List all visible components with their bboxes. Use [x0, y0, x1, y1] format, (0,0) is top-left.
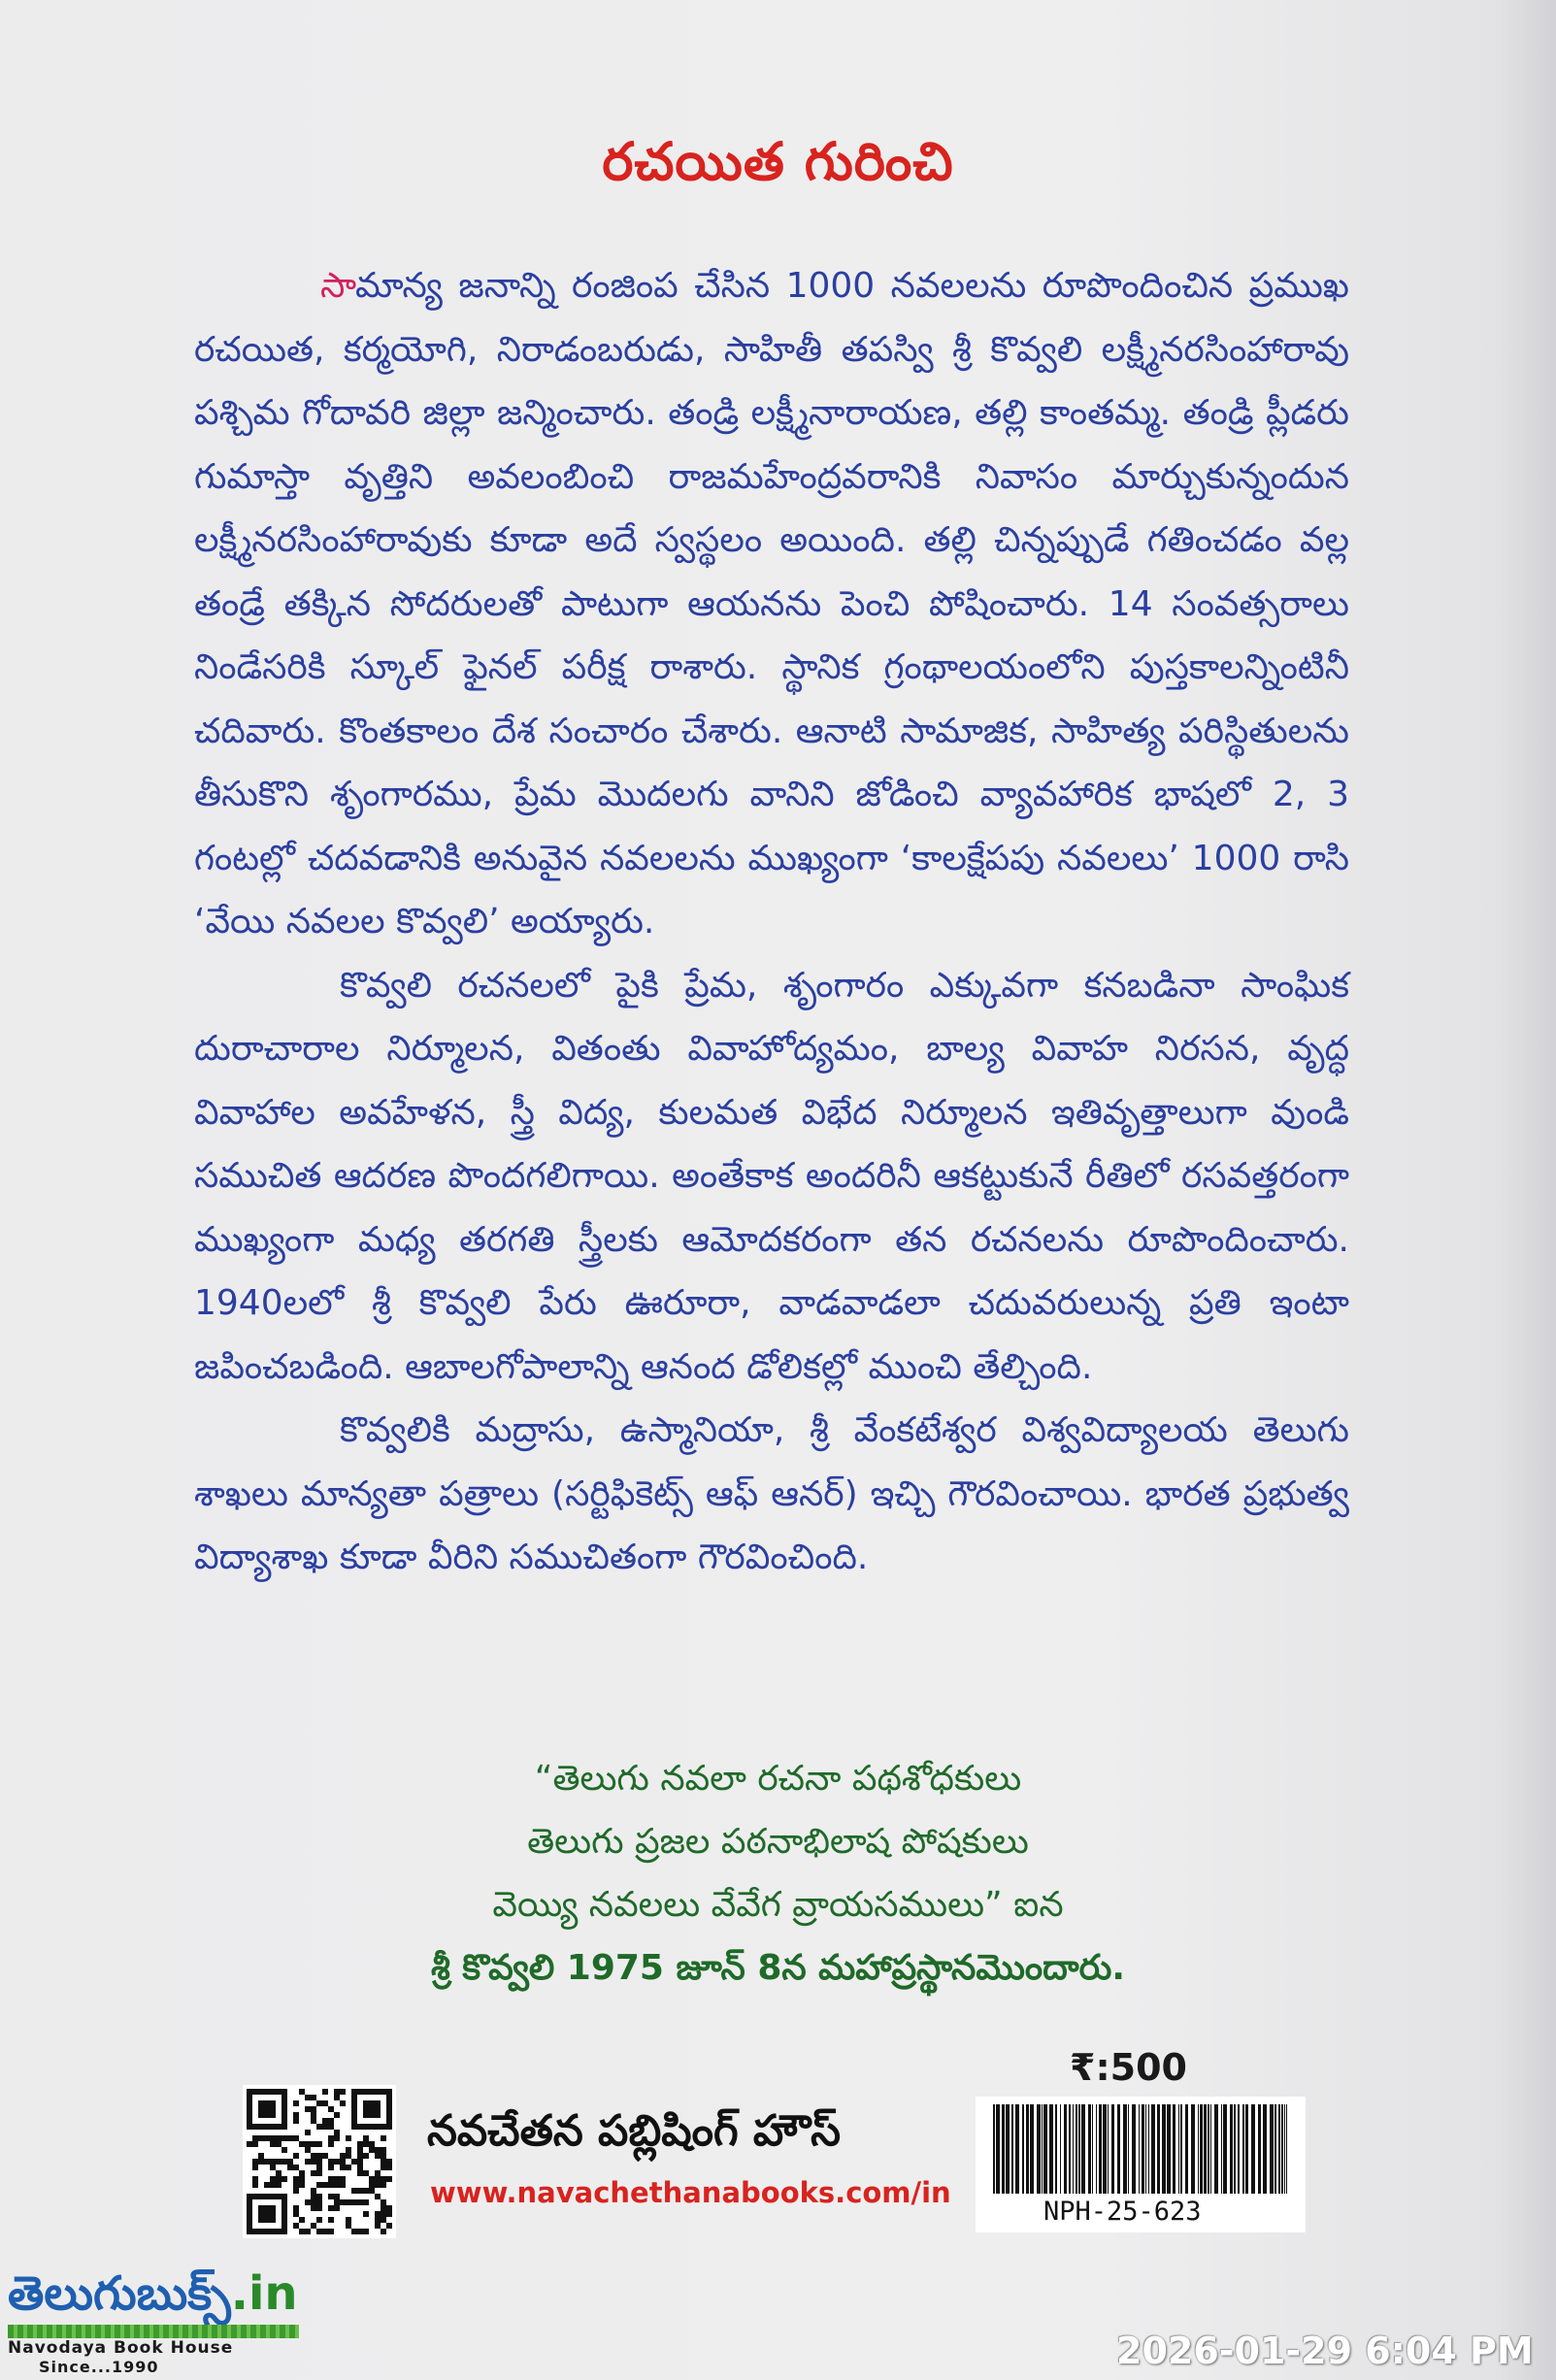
logo-since: Since...1990 [39, 2358, 159, 2376]
quote-line: “తెలుగు నవలా రచనా పథశోధకులు [534, 1759, 1022, 1799]
photo-timestamp: 2026-01-29 6:04 PM [1116, 2330, 1534, 2372]
quote-line: వెయ్యి నవలలు వేవేగ వ్రాయసములు” ఐన [492, 1885, 1064, 1925]
quote-line: శ్రీ కొవ్వలి 1975 జూన్ 8న మహాప్రస్థానమొందారు. [430, 1948, 1126, 1988]
bio-paragraph-1-text: మాన్య జనాన్ని రంజింప చేసిన 1000 నవలలను రూపొందించిన ప్రముఖ రచయిత, కర్మయోగి, నిరాడంబరుడు, సాహితీ తపస్వి శ్రీ కొవ్వలి లక్ష్మీనరసింహారావు పశ్చిమ గోదావరి జిల్లా జన్మించారు. తండ్రి లక్ష్మీనారాయణ, తల్లి కాంతమ్మ. తండ్రి ప్లీడరు గుమాస్తా వృత్తిని అవలంబించి రాజమహేంద్రవరానికి నివాసం మార్చుకున్నందున లక్ష్మీనరసింహారావుకు కూడా అదే స్వస్థలం అయింది. తల్లి చిన్నప్పుడే గతించడం వల్ల తండ్రే తక్కిన సోదరులతో పాటుగా ఆయనను పెంచి పోషించారు. 14 సంవత్సరాలు నిండేసరికి స్కూల్ ఫైనల్ పరీక్ష రాశారు. స్థానిక గ్రంథాలయంలోని పుస్తకాలన్నింటినీ చదివారు. కొంతకాలం దేశ సంచారం చేశారు. ఆనాటి సామాజిక, సాహిత్య పరిస్థితులను తీసుకొని శృంగారము, ప్రేమ మొదలగు వానిని జోడించి వ్యావహారిక భాషలో 2, 3 గంటల్లో చదవడానికి అనువైన నవలలను ముఖ్యంగా ‘కాలక్షేపపు నవలలు’ 1000 రాసి ‘వేయి నవలల కొవ్వలి’ అయ్యారు. [194, 266, 1349, 942]
logo-text [8, 2266, 298, 2332]
author-bio [194, 254, 1349, 1590]
bio-paragraph-3: కొవ్వలికి మద్రాసు, ఉస్మానియా, శ్రీ వేంకటేశ్వర విశ్వవిద్యాలయ తెలుగు శాఖలు మాన్యతా పత్రాలు (సర్టిఫికెట్స్ ఆఫ్ ఆనర్) ఇచ్చి గౌరవించాయి. భారత ప్రభుత్వ విద్యాశాఖ కూడా వీరిని సముచితంగా గౌరవించింది. [194, 1410, 1349, 1577]
bio-paragraph-2: కొవ్వలి రచనలలో పైకి ప్రేమ, శృంగారం ఎక్కువగా కనబడినా సాంఘిక దురాచారాల నిర్మూలన, వితంతు వివాహోద్యమం, బాల్య వివాహ నిరసన, వృద్ధ వివాహాల అవహేళన, స్త్రీ విద్య, కులమత విభేద నిర్మూలన ఇతివృత్తాలుగా వుండి సముచిత ఆదరణ పొందగలిగాయి. అంతేకాక అందరినీ ఆకట్టుకునే రీతిలో రసవత్తరంగా ముఖ్యంగా మధ్య తరగతి స్త్రీలకు ఆమోదకరంగా తన రచనలను రూపొందించారు. 1940లలో శ్రీ కొవ్వలి పేరు ఊరూరా, వాడవాడలా చదువరులున్న ప్రతి ఇంటా జపించబడింది. ఆబాలగోపాలాన్ని ఆనంద డోలికల్లో ముంచి తేల్చింది. [194, 965, 1349, 1387]
bio-paragraph-1 [194, 254, 1349, 954]
publisher-name: నవచేతన పబ్లిషింగ్ హౌస్ [427, 2106, 841, 2156]
publisher-url[interactable]: www.navachethanabooks.com/in [430, 2176, 951, 2209]
tribute-quote [0, 1747, 1556, 2000]
drop-cap: సా [320, 266, 356, 306]
qr-code-icon [243, 2085, 396, 2238]
logo-main-text: తెలుగుబుక్స్ [8, 2266, 231, 2321]
logo-subtitle: Navodaya Book House [8, 2338, 234, 2358]
price-label: ₹:500 [1070, 2046, 1187, 2089]
logo-grass-strip [8, 2325, 299, 2338]
telugubooks-logo [0, 2266, 320, 2380]
logo-ext-text: .in [230, 2266, 298, 2321]
page-title: రచయిత గురించి [602, 131, 954, 192]
quote-line: తెలుగు ప్రజల పఠనాభిలాష పోషకులు [527, 1822, 1029, 1862]
barcode-code: NPH-25-623 [1043, 2197, 1202, 2227]
